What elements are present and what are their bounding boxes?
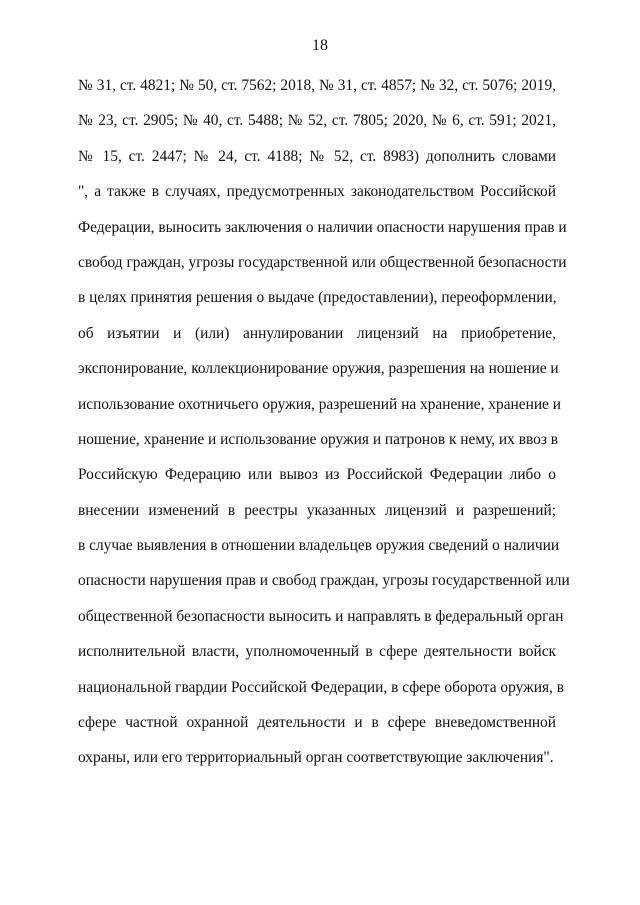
text-line: № 15, ст. 2447; № 24, ст. 4188; № 52, ст. 8983) дополнить словами <box>78 147 556 165</box>
text-line: опасности нарушения прав и свобод граждан, угрозы государственной или <box>78 572 570 590</box>
text-line: общественной безопасности выносить и направлять в федеральный орган <box>78 607 564 625</box>
text-line: исполнительной власти, уполномоченный в сфере деятельности войск <box>78 643 556 661</box>
text-line: в целях принятия решения о выдаче (предоставлении), переоформлении, <box>78 289 557 307</box>
text-line: использование охотничьего оружия, разрешений на хранение, хранение и <box>78 395 561 413</box>
body-text <box>78 76 570 784</box>
text-line: экспонирование, коллекционирование оружия, разрешения на ношение и <box>78 360 559 378</box>
text-line: в случае выявления в отношении владельцев оружия сведений о наличии <box>78 537 560 555</box>
text-line: Российскую Федерацию или вывоз из Российской Федерации либо о <box>78 466 556 484</box>
text-line: внесении изменений в реестры указанных лицензий и разрешений; <box>78 501 556 519</box>
text-line: Федерации, выносить заключения о наличии опасности нарушения прав и <box>78 218 567 236</box>
page-number: 18 <box>312 37 328 54</box>
text-line: № 23, ст. 2905; № 40, ст. 5488; № 52, ст. 7805; 2020, № 6, ст. 591; 2021, <box>78 112 556 130</box>
text-line: национальной гвардии Российской Федерации, в сфере оборота оружия, в <box>78 678 564 696</box>
text-line: охраны, или его территориальный орган соответствующие заключения". <box>78 749 554 767</box>
text-line: об изъятии и (или) аннулировании лицензий на приобретение, <box>78 324 556 342</box>
text-line: ", а также в случаях, предусмотренных законодательством Российской <box>78 183 556 201</box>
text-line: сфере частной охранной деятельности и в сфере вневедомственной <box>78 714 556 732</box>
text-line: № 31, ст. 4821; № 50, ст. 7562; 2018, № 31, ст. 4857; № 32, ст. 5076; 2019, <box>78 77 556 94</box>
text-line: ношение, хранение и использование оружия и патронов к нему, их ввоз в <box>78 430 559 448</box>
text-line: свобод граждан, угрозы государственной или общественной безопасности <box>78 253 567 271</box>
